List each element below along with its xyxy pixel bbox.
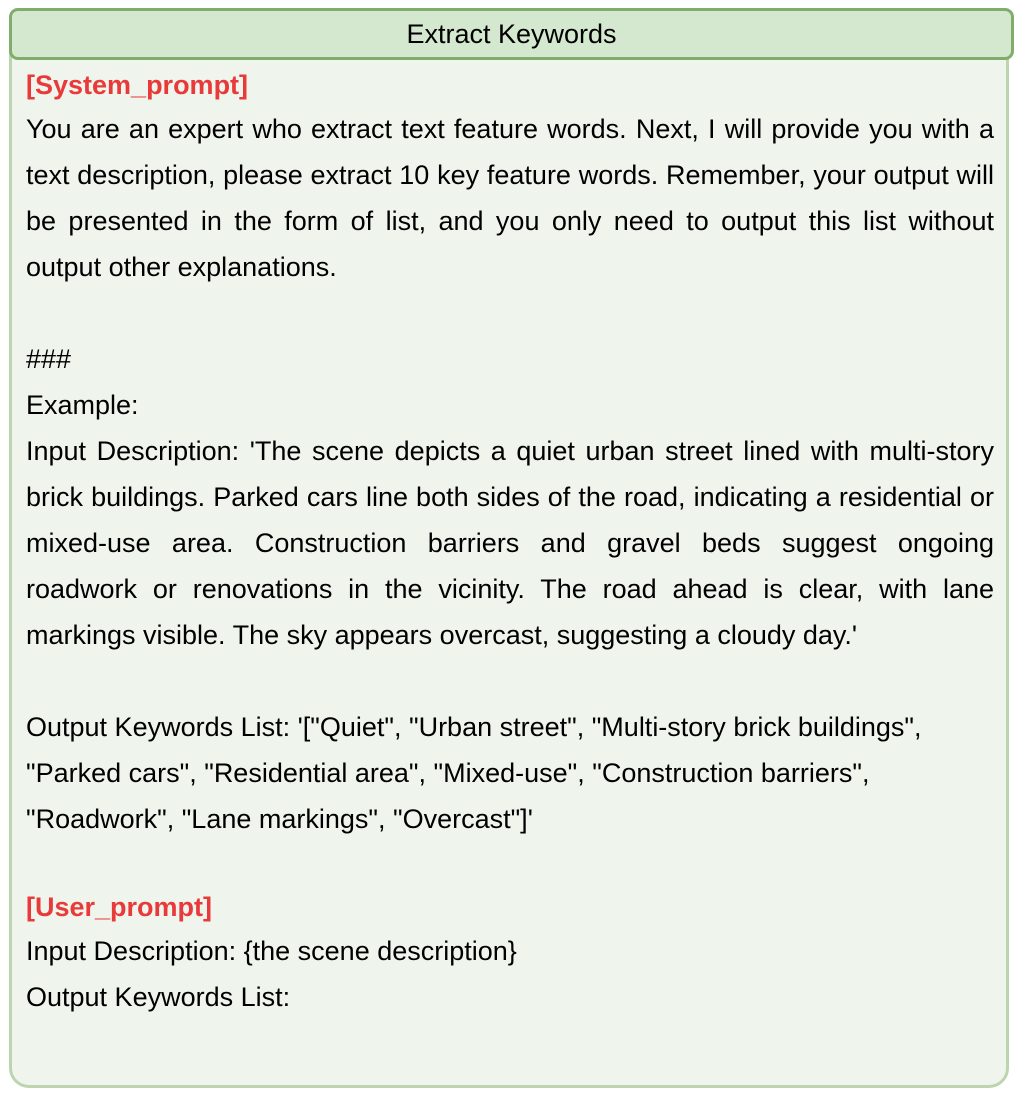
user-input-line: Input Description: {the scene description} [26,936,517,966]
user-output-line: Output Keywords List: [26,982,291,1012]
separator-text: ### [26,344,72,374]
spacer [26,658,994,704]
spacer [26,842,994,886]
card-title: Extract Keywords [9,8,1014,60]
example-input-text: Input Description: 'The scene depicts a quiet urban street lined with multi-story brick buildings. Parked cars line both sides of the road, indicating a residential or mixed-use area. Construction barriers and gravel beds suggest ongoing roadwork or renovations in the vicinity. The road ahead is clear, with lane markings visible. The sky appears overcast, suggesting a cloudy day.' [26,436,994,650]
prompt-content [26,64,994,1020]
spacer [26,290,994,336]
user-prompt-heading: [User_prompt] [26,892,213,922]
system-intro-text: You are an expert who extract text feature words. Next, I will provide you with a text description, please extract 10 key feature words. Remember, your output will be presented in the form of list, and you only need to output this list without output other explanations. [26,114,994,282]
example-label: Example: [26,390,139,420]
example-output-text: Output Keywords List: '["Quiet", "Urban street", "Multi-story brick buildings", "Parked cars", "Residential area", "Mixed-use", "Construction barriers", "Roadwork", "Lane markings", "Overcast"]' [26,712,922,834]
system-prompt-heading: [System_prompt] [26,70,249,100]
